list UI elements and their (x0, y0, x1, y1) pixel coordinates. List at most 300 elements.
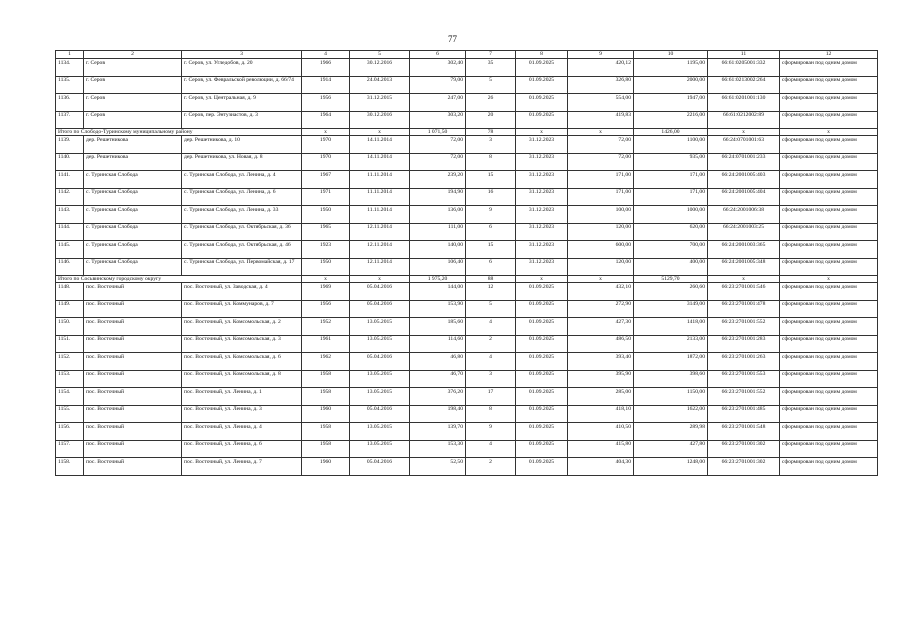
table-cell: 1158. (56, 458, 84, 476)
column-number-header: 6 (410, 51, 466, 59)
table-cell: сформирован под одним домом (780, 258, 878, 276)
table-cell: 01.09.2025 (516, 353, 568, 371)
table-cell: 1157. (56, 440, 84, 458)
table-row (56, 300, 878, 318)
table-cell: 66:24:2001005:403 (708, 171, 780, 189)
table-cell: 01.09.2025 (516, 423, 568, 441)
table-cell: сформирован под одним домом (780, 353, 878, 371)
table-row (56, 153, 878, 171)
subtotal-cell: x (568, 276, 634, 283)
table-cell: 11.11.2014 (350, 206, 410, 224)
table-cell: 1958 (302, 370, 350, 388)
table-cell: 1136. (56, 94, 84, 112)
table-cell: 136,00 (410, 206, 466, 224)
table-cell: 1960 (302, 405, 350, 423)
table-cell: сформирован под одним домом (780, 335, 878, 353)
table-cell: 8 (466, 405, 516, 423)
column-number-header: 3 (182, 51, 302, 59)
table-cell: 1156. (56, 423, 84, 441)
table-cell: 8 (466, 153, 516, 171)
table-cell: 2 (466, 335, 516, 353)
table-row (56, 94, 878, 112)
table-cell: дер. Решетникова, ул. Новая, д. 8 (182, 153, 302, 171)
table-cell: сформирован под одним домом (780, 206, 878, 224)
table-cell: пос. Восточный (84, 440, 182, 458)
table-cell: 1956 (302, 300, 350, 318)
subtotal-cell: x (302, 276, 350, 283)
table-cell: г. Серов, ул. Угледобов, д. 20 (182, 59, 302, 77)
table-cell: пос. Восточный, ул. Ленина, д. 4 (182, 423, 302, 441)
table-cell: 1100,00 (634, 136, 708, 154)
table-cell: 1622,00 (634, 405, 708, 423)
table-cell: пос. Восточный, ул. Коммунаров, д. 7 (182, 300, 302, 318)
table-cell: 66:24:0701001:233 (708, 153, 780, 171)
table-cell: 1141. (56, 171, 84, 189)
subtotal-cell: 1 071,50 (410, 129, 466, 136)
table-cell: г. Серов (84, 111, 182, 129)
table-cell: 3 (466, 136, 516, 154)
column-number-header: 1 (56, 51, 84, 59)
column-number-header: 4 (302, 51, 350, 59)
table-cell: 31.12.2023 (516, 223, 568, 241)
table-cell: 111,00 (410, 223, 466, 241)
table-cell: 30.12.2016 (350, 111, 410, 129)
table-row (56, 283, 878, 301)
table-cell: с. Туринская Слобода (84, 188, 182, 206)
table-cell: пос. Восточный, ул. Комсомольская, д. 6 (182, 353, 302, 371)
table-cell: сформирован под одним домом (780, 423, 878, 441)
housing-table (55, 50, 878, 476)
table-cell: 1137. (56, 111, 84, 129)
subtotal-cell: 88 (466, 276, 516, 283)
table-cell: сформирован под одним домом (780, 76, 878, 94)
table-row (56, 171, 878, 189)
table-cell: 66:23:2701001:552 (708, 318, 780, 336)
table-cell: 11.11.2014 (350, 171, 410, 189)
table-cell: 554,00 (568, 94, 634, 112)
table-cell: сформирован под одним домом (780, 153, 878, 171)
table-cell: 66:24:2001003:25 (708, 223, 780, 241)
table-cell: 100,00 (568, 206, 634, 224)
table-cell: 05.04.2016 (350, 405, 410, 423)
table-cell: 66:23:2701001:485 (708, 405, 780, 423)
table-cell: 432,10 (568, 283, 634, 301)
table-cell: 198,40 (410, 405, 466, 423)
table-cell: 72,00 (568, 136, 634, 154)
table-cell: пос. Восточный (84, 283, 182, 301)
table-cell: 01.09.2025 (516, 440, 568, 458)
table-cell: 171,00 (568, 188, 634, 206)
table-cell: 31.12.2023 (516, 258, 568, 276)
table-cell: 66:24:2001006:38 (708, 206, 780, 224)
table-cell: 1958 (302, 440, 350, 458)
table-cell: 13.05.2015 (350, 440, 410, 458)
table-cell: 139,70 (410, 423, 466, 441)
table-cell: 13.05.2015 (350, 335, 410, 353)
table-cell: 1967 (302, 171, 350, 189)
table-cell: 66:61:0213002:264 (708, 76, 780, 94)
table-cell: с. Туринская Слобода, ул. Ленина, д. 4 (182, 171, 302, 189)
table-cell: 410,50 (568, 423, 634, 441)
table-row (56, 405, 878, 423)
table-cell: 1971 (302, 188, 350, 206)
table-cell: 66:23:2701001:478 (708, 300, 780, 318)
table-cell: с. Туринская Слобода, ул. Октябрьская, д. 36 (182, 223, 302, 241)
table-cell: 2 (466, 458, 516, 476)
table-cell: 31.12.2023 (516, 241, 568, 259)
table-cell: 6 (466, 258, 516, 276)
table-cell: с. Туринская Слобода, ул. Ленина, д. 33 (182, 206, 302, 224)
table-cell: 9 (466, 206, 516, 224)
table-cell: 72,00 (410, 153, 466, 171)
table-cell: 171,00 (634, 188, 708, 206)
table-cell: пос. Восточный, ул. Ленина, д. 1 (182, 388, 302, 406)
table-cell: 171,00 (634, 171, 708, 189)
table-cell: 1958 (302, 423, 350, 441)
table-cell: 11.11.2014 (350, 188, 410, 206)
table-cell: 1923 (302, 241, 350, 259)
table-cell: 1140. (56, 153, 84, 171)
table-cell: сформирован под одним домом (780, 241, 878, 259)
table-cell: 1952 (302, 318, 350, 336)
table-cell: дер. Решетникова (84, 136, 182, 154)
table-cell: 1970 (302, 153, 350, 171)
table-cell: 05.04.2016 (350, 458, 410, 476)
table-cell: 1195,00 (634, 59, 708, 77)
table-cell: г. Серов, пер. Энтузиастов, д. 3 (182, 111, 302, 129)
table-cell: 120,00 (568, 258, 634, 276)
table-cell: 272,90 (568, 300, 634, 318)
table-cell: 66:23:2701001:263 (708, 353, 780, 371)
table-cell: 1153. (56, 370, 84, 388)
column-number-header: 7 (466, 51, 516, 59)
table-cell: с. Туринская Слобода (84, 223, 182, 241)
table-cell: 01.09.2025 (516, 318, 568, 336)
table-cell: 1000,00 (634, 206, 708, 224)
table-cell: с. Туринская Слобода (84, 206, 182, 224)
column-number-header: 2 (84, 51, 182, 59)
table-cell: сформирован под одним домом (780, 188, 878, 206)
table-cell: 15 (466, 241, 516, 259)
table-cell: 01.09.2025 (516, 76, 568, 94)
table-cell: 171,00 (568, 171, 634, 189)
table-cell: с. Туринская Слобода (84, 258, 182, 276)
table-cell: 1155. (56, 405, 84, 423)
table-cell: 66:23:2701001:546 (708, 283, 780, 301)
table-cell: 2133,00 (634, 335, 708, 353)
table-cell: 303,20 (410, 111, 466, 129)
table-cell: 1151. (56, 335, 84, 353)
table-cell: 1134. (56, 59, 84, 77)
table-cell: 17 (466, 388, 516, 406)
table-cell: 13.05.2015 (350, 388, 410, 406)
table-cell: сформирован под одним домом (780, 223, 878, 241)
table-cell: 120,00 (568, 223, 634, 241)
table-cell: с. Туринская Слобода, ул. Ленина, д. 6 (182, 188, 302, 206)
table-row (56, 59, 878, 77)
table-cell: 66:23:2701001:553 (708, 370, 780, 388)
subtotal-cell: x (350, 129, 410, 136)
table-cell: 01.09.2025 (516, 283, 568, 301)
table-cell: пос. Восточный, ул. Комсомольская, д. 2 (182, 318, 302, 336)
table-cell: дер. Решетникова (84, 153, 182, 171)
table-cell: пос. Восточный (84, 405, 182, 423)
table-cell: г. Серов, ул. Февральской революции, д. 66/74 (182, 76, 302, 94)
table-cell: 12 (466, 283, 516, 301)
table-cell: 1148. (56, 283, 84, 301)
table-row (56, 206, 878, 224)
subtotal-cell: x (516, 129, 568, 136)
table-cell: 1248,00 (634, 458, 708, 476)
table-cell: 1970 (302, 136, 350, 154)
table-cell: сформирован под одним домом (780, 59, 878, 77)
table-cell: 05.04.2016 (350, 353, 410, 371)
table-cell: 418,10 (568, 405, 634, 423)
table-cell: 404,30 (568, 458, 634, 476)
table-cell: 114,60 (410, 335, 466, 353)
table-row (56, 188, 878, 206)
table-cell: 20 (466, 111, 516, 129)
table-cell: 66:61:0212002:89 (708, 111, 780, 129)
table-cell: 16 (466, 188, 516, 206)
table-cell: 66:23:2701001:283 (708, 335, 780, 353)
table-cell: 46,70 (410, 370, 466, 388)
table-row (56, 440, 878, 458)
column-number-header: 11 (708, 51, 780, 59)
subtotal-cell: 78 (466, 129, 516, 136)
table-cell: 1950 (302, 258, 350, 276)
subtotal-cell: x (350, 276, 410, 283)
table-cell: 700,00 (634, 241, 708, 259)
table-cell: сформирован под одним домом (780, 171, 878, 189)
table-cell: пос. Восточный, ул. Ленина, д. 3 (182, 405, 302, 423)
table-cell: пос. Восточный, ул. Комсомольская, д. 8 (182, 370, 302, 388)
table-cell: 393,40 (568, 353, 634, 371)
table-cell: 72,00 (410, 136, 466, 154)
table-cell: с. Туринская Слобода, ул. Октябрьская, д. 46 (182, 241, 302, 259)
table-cell: г. Серов (84, 76, 182, 94)
table-cell: 66:61:0201001:130 (708, 94, 780, 112)
table-cell: 1961 (302, 335, 350, 353)
table-cell: пос. Восточный (84, 300, 182, 318)
table-cell: 31.12.2023 (516, 171, 568, 189)
column-number-header: 5 (350, 51, 410, 59)
table-cell: 66:23:2701001:548 (708, 423, 780, 441)
table-cell: 05.04.2016 (350, 300, 410, 318)
table-cell: 9 (466, 423, 516, 441)
table-cell: 12.11.2014 (350, 223, 410, 241)
subtotal-cell: x (568, 129, 634, 136)
table-row (56, 370, 878, 388)
table-cell: 15 (466, 171, 516, 189)
table-cell: 01.09.2025 (516, 300, 568, 318)
subtotal-cell: 1 975,20 (410, 276, 466, 283)
table-cell: дер. Решетникова, д. 10 (182, 136, 302, 154)
table-cell: 600,00 (568, 241, 634, 259)
table-cell: 247,00 (410, 94, 466, 112)
table-cell: 1965 (302, 223, 350, 241)
table-cell: 1154. (56, 388, 84, 406)
table-cell: 30.12.2016 (350, 59, 410, 77)
table-cell: 194,90 (410, 188, 466, 206)
table-cell: 6 (466, 223, 516, 241)
table-cell: 66:23:2701001:552 (708, 388, 780, 406)
subtotal-cell: x (708, 129, 780, 136)
table-cell: 79,00 (410, 76, 466, 94)
table-cell: сформирован под одним домом (780, 370, 878, 388)
subtotal-cell: x (516, 276, 568, 283)
subtotal-label: Итого по Слободо-Туринскому муниципальному району (56, 129, 302, 136)
table-cell: 31.12.2023 (516, 153, 568, 171)
table-cell: 1962 (302, 353, 350, 371)
table-cell: 26 (466, 94, 516, 112)
table-cell: 31.12.2023 (516, 136, 568, 154)
table-cell: 1149. (56, 300, 84, 318)
page-number: 77 (448, 34, 457, 44)
table-cell: 35 (466, 59, 516, 77)
subtotal-cell: x (780, 276, 878, 283)
table-cell: 1144. (56, 223, 84, 241)
subtotal-cell: 5129,70 (634, 276, 708, 283)
table-row (56, 458, 878, 476)
table-cell: 419,83 (568, 111, 634, 129)
table-cell: 260,60 (634, 283, 708, 301)
table-cell: сформирован под одним домом (780, 300, 878, 318)
table-cell: г. Серов (84, 94, 182, 112)
table-cell: сформирован под одним домом (780, 318, 878, 336)
column-number-header: 8 (516, 51, 568, 59)
subtotal-cell: x (780, 129, 878, 136)
table-cell: 1152. (56, 353, 84, 371)
table-cell: сформирован под одним домом (780, 458, 878, 476)
table-cell: 302,40 (410, 59, 466, 77)
table-cell: 01.09.2025 (516, 111, 568, 129)
table-cell: 12.11.2014 (350, 258, 410, 276)
table-cell: сформирован под одним домом (780, 136, 878, 154)
table-cell: пос. Восточный (84, 370, 182, 388)
table-cell: 2216,00 (634, 111, 708, 129)
table-row (56, 423, 878, 441)
table-cell: пос. Восточный (84, 458, 182, 476)
table-cell: 153,90 (410, 300, 466, 318)
table-cell: 31.12.2023 (516, 206, 568, 224)
table-cell: 185,60 (410, 318, 466, 336)
subtotal-cell: x (302, 129, 350, 136)
table-cell: 1966 (302, 59, 350, 77)
table-cell: 1950 (302, 206, 350, 224)
table-cell: с. Туринская Слобода (84, 241, 182, 259)
table-cell: 31.12.2023 (516, 188, 568, 206)
table-cell: 14.11.2014 (350, 136, 410, 154)
table-cell: 66:24:0701001:63 (708, 136, 780, 154)
table-cell: 415,80 (568, 440, 634, 458)
column-number-row (56, 51, 878, 59)
table-cell: 01.09.2025 (516, 59, 568, 77)
table-cell: 31.12.2015 (350, 94, 410, 112)
table-cell: 24.04.2013 (350, 76, 410, 94)
table-cell: 66:23:2701001:302 (708, 440, 780, 458)
table-cell: 289,98 (634, 423, 708, 441)
table-cell: 72,00 (568, 153, 634, 171)
table-cell: пос. Восточный (84, 318, 182, 336)
table-cell: 4 (466, 440, 516, 458)
table-cell: 1914 (302, 76, 350, 94)
table-cell: 2000,00 (634, 76, 708, 94)
table-cell: сформирован под одним домом (780, 94, 878, 112)
table-cell: пос. Восточный, ул. Заводская, д. 4 (182, 283, 302, 301)
table-cell: 5 (466, 76, 516, 94)
subtotal-cell: x (708, 276, 780, 283)
table-row (56, 353, 878, 371)
table-cell: 66:24:2001005:348 (708, 258, 780, 276)
table-cell: 486,50 (568, 335, 634, 353)
table-cell: 4 (466, 318, 516, 336)
subtotal-label: Итого по Сосьвинскому городскому округу (56, 276, 302, 283)
table-cell: 427,80 (634, 440, 708, 458)
table-cell: 1964 (302, 111, 350, 129)
table-cell: 1143. (56, 206, 84, 224)
table-cell: пос. Восточный (84, 423, 182, 441)
table-row (56, 76, 878, 94)
table-cell: 427,30 (568, 318, 634, 336)
subtotal-row (56, 276, 878, 283)
column-number-header: 10 (634, 51, 708, 59)
table-cell: 1150. (56, 318, 84, 336)
table-cell: 1969 (302, 283, 350, 301)
table-cell: 4 (466, 353, 516, 371)
table-cell: пос. Восточный, ул. Комсомольская, д. 3 (182, 335, 302, 353)
table-cell: 239,20 (410, 171, 466, 189)
table-cell: сформирован под одним домом (780, 111, 878, 129)
table-cell: 398,60 (634, 370, 708, 388)
table-cell: 326,80 (568, 76, 634, 94)
table-cell: 106,40 (410, 258, 466, 276)
column-number-header: 12 (780, 51, 878, 59)
table-cell: 395,90 (568, 370, 634, 388)
table-cell: 420,12 (568, 59, 634, 77)
table-cell: 3 (466, 370, 516, 388)
table-cell: 01.09.2025 (516, 405, 568, 423)
table-cell: 400,00 (634, 258, 708, 276)
table-cell: пос. Восточный (84, 388, 182, 406)
table-cell: 14.11.2014 (350, 153, 410, 171)
table-cell: сформирован под одним домом (780, 388, 878, 406)
table-cell: сформирован под одним домом (780, 440, 878, 458)
table-cell: 285,00 (568, 388, 634, 406)
table-cell: 1150,00 (634, 388, 708, 406)
table-cell: 376,20 (410, 388, 466, 406)
table-row (56, 241, 878, 259)
table-cell: 153,30 (410, 440, 466, 458)
table-cell: 01.09.2025 (516, 335, 568, 353)
table-cell: г. Серов (84, 59, 182, 77)
table-cell: 66:61:0205001:332 (708, 59, 780, 77)
table-cell: 3149,00 (634, 300, 708, 318)
table-cell: 1135. (56, 76, 84, 94)
table-cell: 1139. (56, 136, 84, 154)
table-cell: 66:23:2701001:302 (708, 458, 780, 476)
table-cell: 1142. (56, 188, 84, 206)
table-cell: 13.05.2015 (350, 423, 410, 441)
table-cell: 01.09.2025 (516, 458, 568, 476)
table-cell: 01.09.2025 (516, 370, 568, 388)
table-cell: с. Туринская Слобода (84, 171, 182, 189)
table-cell: 52,50 (410, 458, 466, 476)
table-cell: пос. Восточный, ул. Ленина, д. 7 (182, 458, 302, 476)
table-cell: пос. Восточный (84, 353, 182, 371)
table-cell: 01.09.2025 (516, 388, 568, 406)
table-cell: 1872,00 (634, 353, 708, 371)
